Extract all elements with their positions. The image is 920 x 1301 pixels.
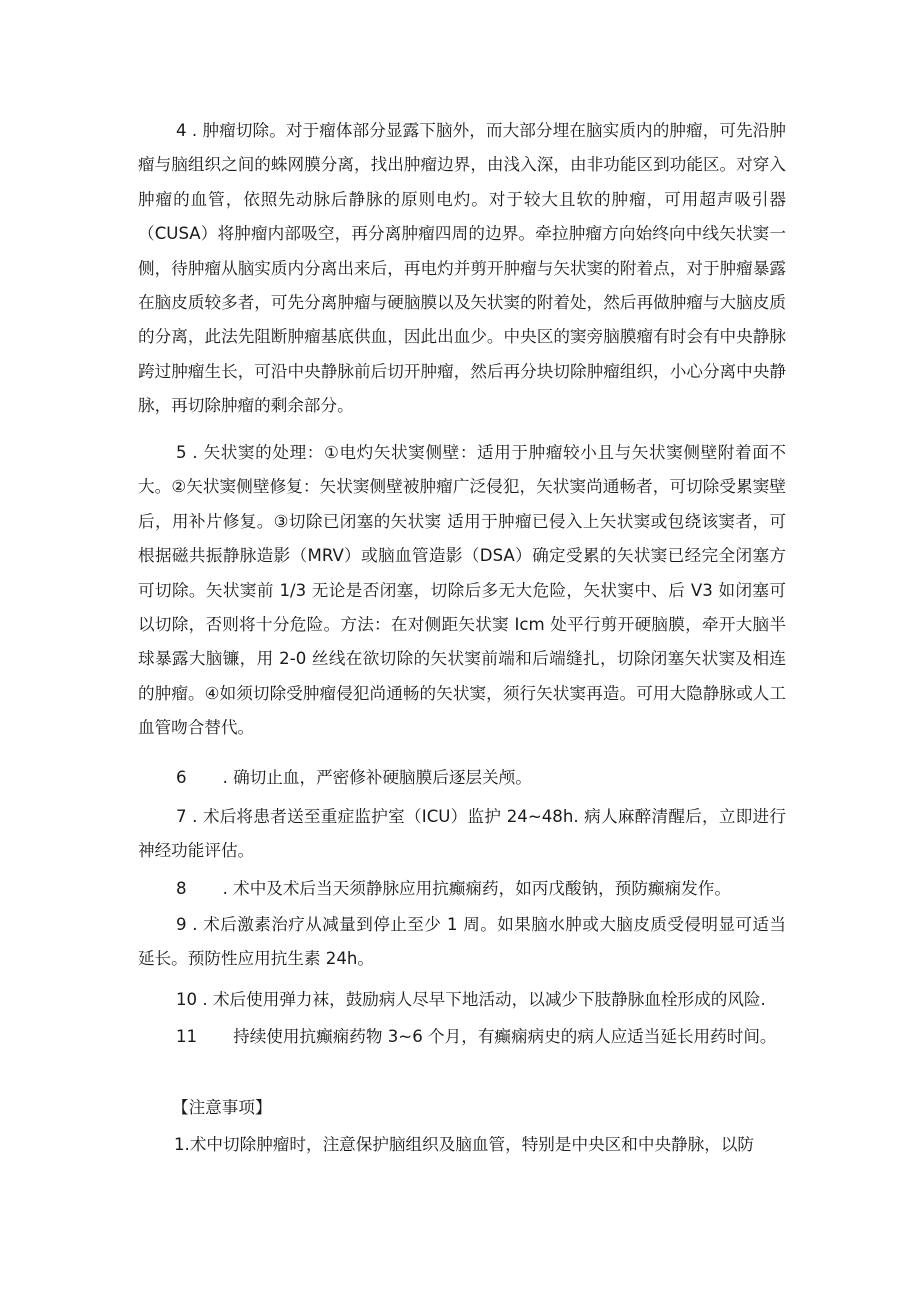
paragraph-8-number: 8 [176,879,187,898]
paragraph-5-sagittal-sinus: 5 . 矢状窦的处理：①电灼矢状窦侧壁：适用于肿瘤较小且与矢状窦侧壁附着面不大。②矢状窦侧壁修复：矢状窦侧壁被肿瘤广泛侵犯，矢状窦尚通畅者，可切除受累窦壁后，用补片修复。③切除已闭塞的矢状窦 适用于肿瘤已侵入上矢状窦或包绕该窦者，可根据磁共振静脉造影（MRV）或脑血管造影（DSA）确定受累的矢状窦已经完全闭塞方可切除。矢状窦前 1/3 无论是否闭塞，切除后多无大危险，矢状窦中、后 V3 如闭塞可以切除，否则将十分危险。方法：在对侧距矢状窦 Icm 处平行剪开硬脑膜，牵开大脑半球暴露大脑镰，用 2-0 丝线在欲切除的矢状窦前端和后端缝扎，切除闭塞矢状窦及相连的肿瘤。④如须切除受肿瘤侵犯尚通畅的矢状窦，须行矢状窦再造。可用大隐静脉或人工血管吻合替代。 [138,443,786,738]
paragraph-10-stockings: 10 . 术后使用弹力袜，鼓励病人尽早下地活动，以减少下肢静脉血栓形成的风险. [176,990,766,1009]
paragraph-9-steroids: 9 . 术后激素治疗从减量到停止至少 1 周。如果脑水肿或大脑皮质受侵明显可适当延长。预防性应用抗生素 24h。 [138,915,786,969]
section-heading-notes: 【注意事项】 [172,1098,272,1117]
paragraph-7-icu: 7 . 术后将患者送至重症监护室（ICU）监护 24~48h. 病人麻醉清醒后，立即进行神经功能评估。 [138,807,786,861]
paragraph-11-text: 持续使用抗癫痫药物 3~6 个月，有癫痫病史的病人应适当延长用药时间。 [233,1027,777,1046]
paragraph-8-antiepileptic [138,872,786,906]
paragraph-11-antiepileptic-duration [138,1020,786,1054]
paragraph-11-number: 11 [176,1027,198,1046]
paragraph-6-hemostasis [138,761,786,795]
paragraph-8-text: . 术中及术后当天须静脉应用抗癫痫药，如丙戊酸钠，预防癫痫发作。 [222,879,731,898]
paragraph-4-tumor-resection: 4 . 肿瘤切除。对于瘤体部分显露下脑外，而大部分埋在脑实质内的肿瘤，可先沿肿瘤与脑组织之间的蛛网膜分离，找出肿瘤边界，由浅入深，由非功能区到功能区。对穿入肿瘤的血管，依照先动脉后静脉的原则电灼。对于较大且软的肿瘤，可用超声吸引器（CUSA）将肿瘤内部吸空，再分离肿瘤四周的边界。牵拉肿瘤方向始终向中线矢状窦一侧，待肿瘤从脑实质内分离出来后，再电灼并剪开肿瘤与矢状窦的附着点，对于肿瘤暴露在脑皮质较多者，可先分离肿瘤与硬脑膜以及矢状窦的附着处，然后再做肿瘤与大脑皮质的分离，此法先阻断肿瘤基底供血，因此出血少。中央区的窦旁脑膜瘤有时会有中央静脉跨过肿瘤生长，可沿中央静脉前后切开肿瘤，然后再分块切除肿瘤组织，小心分离中央静脉，再切除肿瘤的剩余部分。 [138,121,786,416]
paragraph-6-number: 6 [176,768,187,787]
note-1-text: 1.术中切除肿瘤时，注意保护脑组织及脑血管，特别是中央区和中央静脉，以防 [174,1135,755,1154]
paragraph-6-text: . 确切止血，严密修补硬脑膜后逐层关颅。 [222,768,532,787]
